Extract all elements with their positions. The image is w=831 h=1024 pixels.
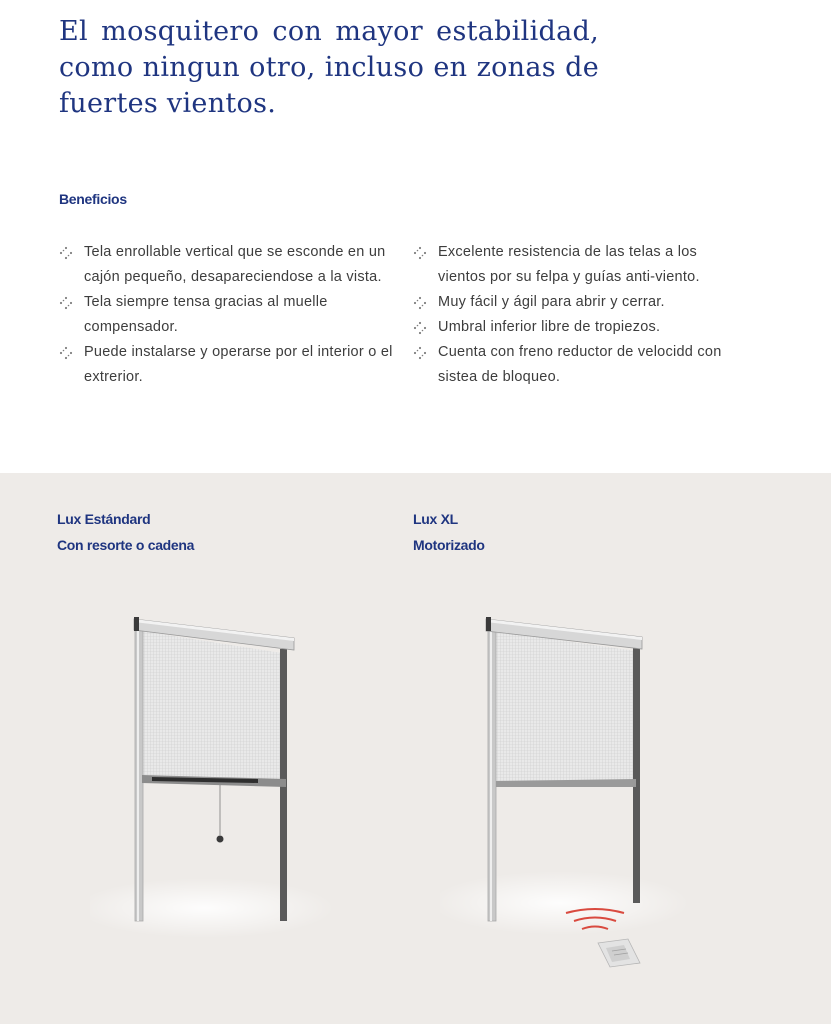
product-title-lux-xl — [413, 506, 485, 558]
dotted-arrow-icon — [59, 240, 73, 269]
benefit-text: Excelente resistencia de las telas a los vientos por su felpa y guías anti-viento. — [438, 244, 700, 285]
benefit-item — [413, 315, 743, 340]
benefit-text: Puede instalarse y operarse por el interior o el extrerior. — [84, 344, 393, 385]
product-variant: Motorizado — [413, 537, 485, 553]
benefit-text: Muy fácil y ágil para abrir y cerrar. — [438, 294, 665, 310]
roller-screen-chain-icon — [90, 603, 350, 943]
dotted-arrow-icon — [413, 240, 427, 269]
dotted-arrow-icon — [59, 340, 73, 369]
product-name: Lux Estándard — [57, 511, 151, 527]
benefits-list-right — [413, 240, 743, 390]
benefit-text: Tela siempre tensa gracias al muelle compensador. — [84, 294, 328, 335]
dotted-arrow-icon — [59, 290, 73, 319]
product-name: Lux XL — [413, 511, 458, 527]
benefit-text: Umbral inferior libre de tropiezos. — [438, 319, 661, 335]
benefit-text: Tela enrollable vertical que se esconde en un cajón pequeño, desapareciendose a la vista. — [84, 244, 386, 285]
benefit-item — [59, 290, 394, 340]
dotted-arrow-icon — [413, 340, 427, 369]
benefit-item — [413, 290, 743, 315]
benefits-title: Beneficios — [59, 191, 127, 207]
roller-screen-remote-icon — [440, 603, 700, 983]
benefit-text: Cuenta con freno reductor de velocidd con sistea de bloqueo. — [438, 344, 722, 385]
benefit-item — [413, 240, 743, 290]
product-variant: Con resorte o cadena — [57, 537, 195, 553]
benefit-item — [413, 340, 743, 390]
benefits-list-left — [59, 240, 394, 390]
products-panel — [0, 473, 831, 1024]
benefit-item — [59, 340, 394, 390]
benefit-item — [59, 240, 394, 290]
headline: El mosquitero con mayor estabilidad, como ningun otro, incluso en zonas de fuertes vientos. — [59, 16, 599, 119]
product-title-lux-estandard — [57, 506, 194, 558]
